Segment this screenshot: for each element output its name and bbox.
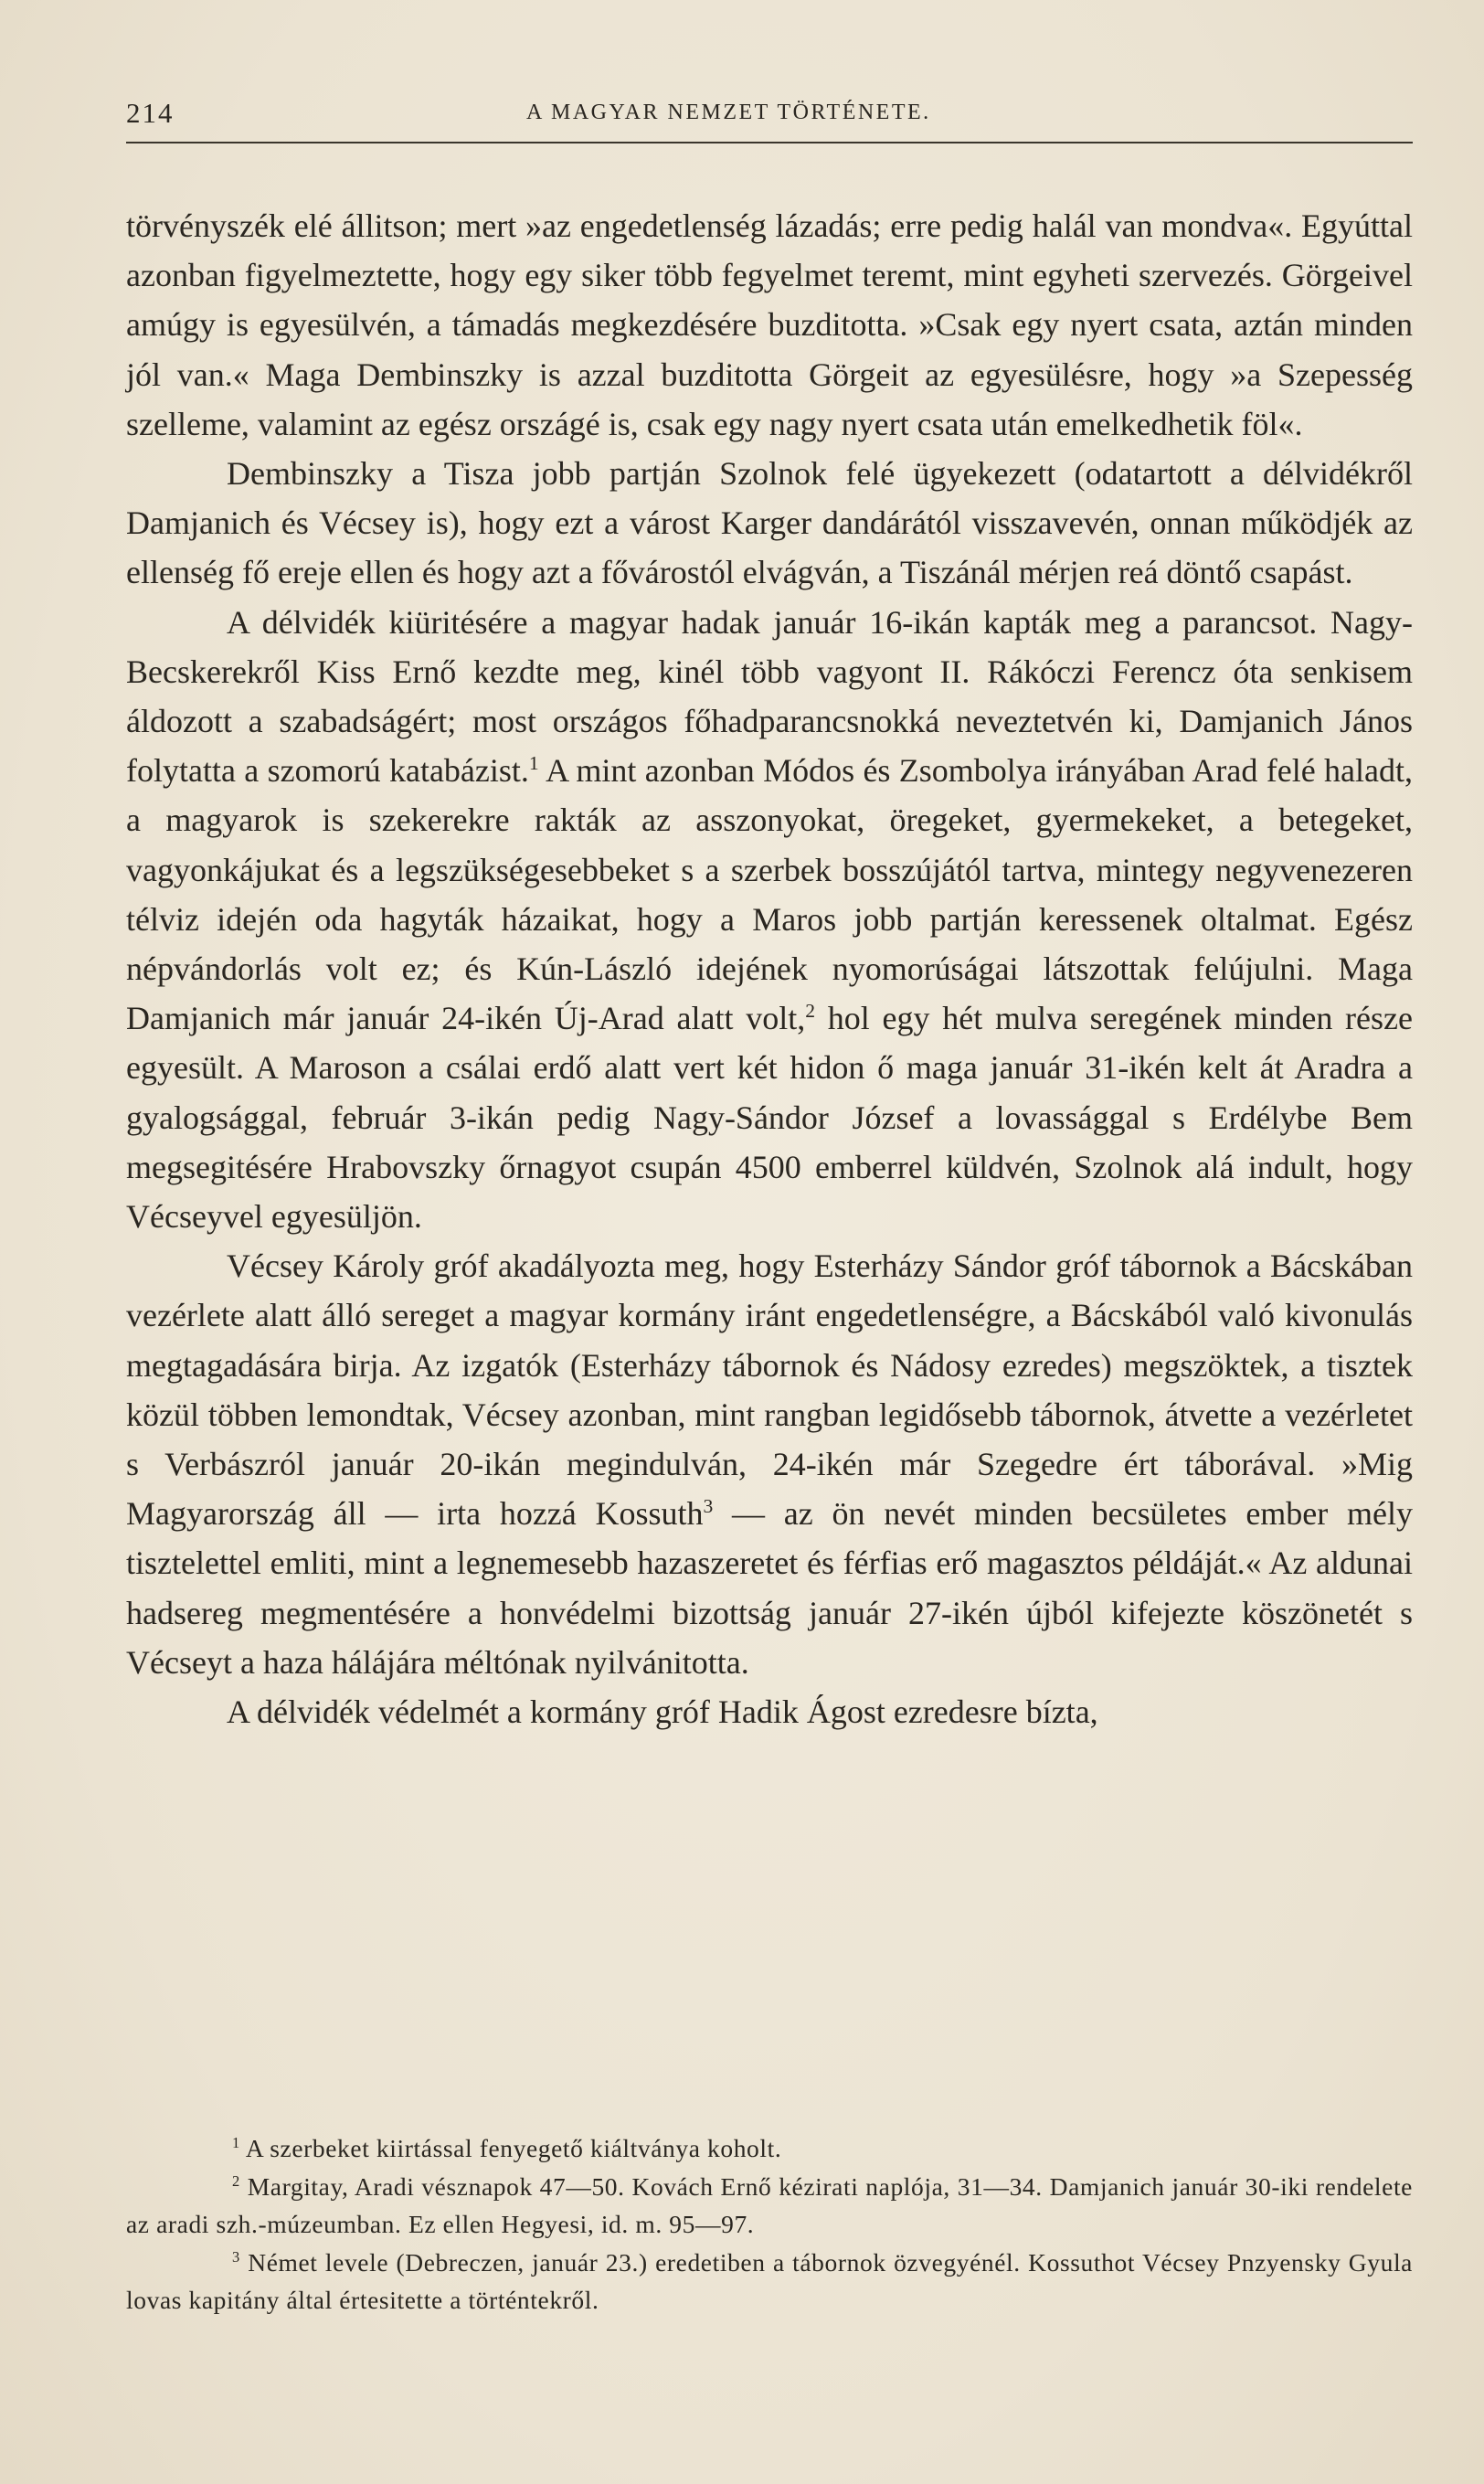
- page-header: [126, 97, 1413, 137]
- paragraph-3-part-1: A délvidék kiüritésére a magyar hadak január 16-ikán kapták meg a parancsot. Nagy-Becskerekről Kiss Ernő kezdte meg, kinél több vagyont II. Rákóczi Ferencz óta senkisem áldozott a szabadságért; most országos főhadparancsnokká neveztetvén ki, Damjanich János folytatta a szomorú katabázist.: [126, 603, 1413, 790]
- running-title: A MAGYAR NEMZET TÖRTÉNETE.: [526, 101, 931, 124]
- footnote-text: Német levele (Debreczen, január 23.) eredetiben a tábornok özvegyénél. Kossuthot Vécsey Pnzyensky Gyula lovas kapitány által értesitette a történtekről.: [126, 2247, 1413, 2314]
- footnotes: [126, 2129, 1413, 2319]
- paragraph-1: törvényszék elé állitson; mert »az engedetlenség lázadás; erre pedig halál van mondva«. Egyúttal azonban figyelmeztette, hogy egy siker több fegyelmet teremt, mint egyheti szervezés. Görgeivel amúgy is egyesülvén, a támadás megkezdésére buzditotta. »Csak egy nyert csata, aztán minden jól van.« Maga Dembinszky is azzal buzditotta Görgeit az egyesülésre, hogy »a Szepesség szelleme, valamint az egész országé is, csak egy nagy nyert csata után emelkedhetik föl«.: [126, 207, 1413, 442]
- paragraph-3-part-3: hol egy hét mulva seregének minden része egyesült. A Maroson a csálai erdő alatt vert két hidon ő maga január 31-ikén kelt át Aradra a gyalogsággal, február 3-ikán pedig Nagy-Sándor József a lovassággal s Erdélybe Bem megsegitésére Hrabovszky őrnagyot csupán 4500 emberrel küldvén, Szolnok alá indult, hogy Vécseyvel egyesüljön.: [126, 1000, 1413, 1236]
- main-text: [126, 201, 1413, 1736]
- footnote-1: [126, 2129, 1413, 2168]
- footnote-ref-3: 3: [703, 1495, 714, 1518]
- paragraph-4-part-1: Vécsey Károly gróf akadályozta meg, hogy Esterházy Sándor gróf tábornok a Bácskában vezérlete alatt álló sereget a magyar kormány iránt engedetlenségre, a Bácskából való kivonulás megtagadására birja. Az izgatók (Esterházy tábornok és Nádosy ezredes) megszöktek, a tisztek közül többen lemondtak, Vécsey azonban, mint rangban legidősebb tábornok, átvette a vezérletet s Verbászról január 20-ikán megindulván, 24-ikén már Szegedre ért táborával. »Mig Magyarország áll — irta hozzá Kossuth: [126, 1247, 1413, 1533]
- footnote-text: A szerbeket kiirtással fenyegető kiáltványa koholt.: [239, 2134, 782, 2162]
- footnote-number: 1: [232, 2133, 240, 2151]
- paragraph-3-part-2: A mint azonban Módos és Zsombolya irányában Arad felé haladt, a magyarok is szekerekre rakták az asszonyokat, öregeket, gyermekeket, a betegeket, vagyonkájukat és a legszükségesebbeket s a szerbek bosszújától tartva, mintegy negyvenezeren télviz idején oda hagyták házaikat, hogy a Maros jobb partján keressenek oltalmat. Egész népvándorlás volt ez; és Kún-László idejének nyomorúságai látszottak felújulni. Maga Damjanich már január 24-ikén Új-Arad alatt volt,: [126, 752, 1413, 1037]
- footnote-number: 2: [232, 2171, 240, 2190]
- footnote-number: 3: [232, 2247, 240, 2266]
- footnote-3: [126, 2244, 1413, 2319]
- footnote-ref-2: 2: [805, 1000, 816, 1023]
- header-rule: [126, 142, 1413, 143]
- footnote-ref-1: 1: [528, 752, 539, 775]
- paragraph-5: A délvidék védelmét a kormány gróf Hadik Ágost ezredesre bízta,: [227, 1693, 1098, 1731]
- paragraph-4-part-2: — az ön nevét minden becsületes ember mély tisztelettel emliti, mint a legnemesebb hazaszeretet és férfias erő magasztos példáját.« Az aldunai hadsereg megmentésére a honvédelmi bizottság január 27-ikén újból kifejezte köszönetét s Vécseyt a haza hálájára méltónak nyilvánitotta.: [126, 1495, 1413, 1681]
- paragraph-4: [126, 1241, 1413, 1687]
- paragraph-2: Dembinszky a Tisza jobb partján Szolnok felé ügyekezett (odatartott a délvidékről Damjanich és Vécsey is), hogy ezt a várost Karger dandárától visszavevén, onnan működjék az ellenség fő ereje ellen és hogy azt a fővárostól elvágván, a Tiszánál mérjen reá döntő csapást.: [126, 455, 1413, 591]
- footnote-2: [126, 2168, 1413, 2244]
- paragraph-3: [126, 598, 1413, 1242]
- page-number: 214: [126, 97, 175, 129]
- footnote-text: Margitay, Aradi vésznapok 47—50. Kovách Ernő kézirati naplója, 31—34. Damjanich január 30-iki rendelete az aradi szh.-múzeumban. Ez ellen Hegyesi, id. m. 95—97.: [126, 2171, 1413, 2238]
